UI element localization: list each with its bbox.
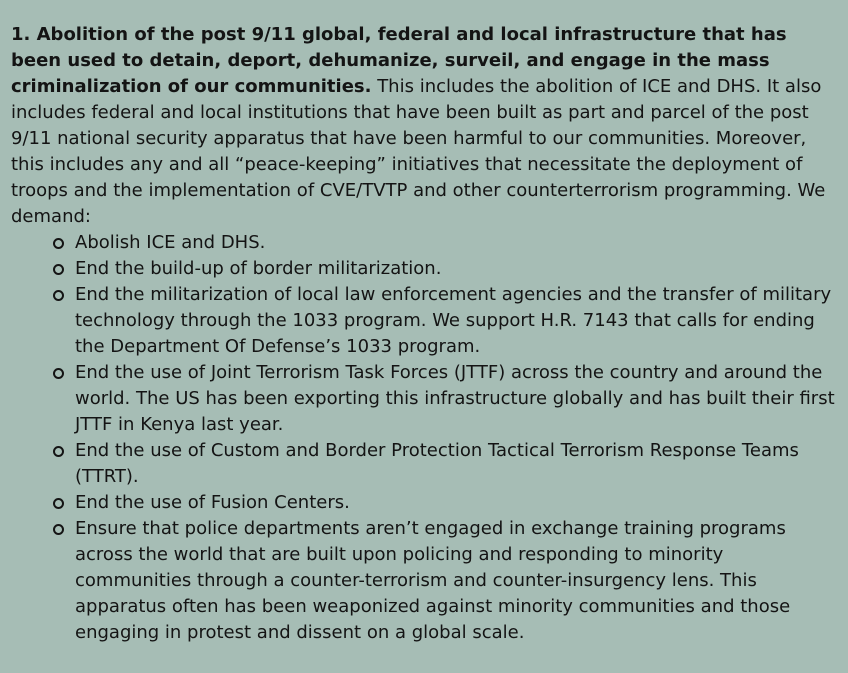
section-heading: 1. Abolition of the post 9/11 global, federal and local infrastructure that has been used to detain, deport, dehumanize, surveil, and engage in the mass criminalization of our communities.: [11, 24, 787, 97]
circle-bullet-icon: [53, 446, 64, 457]
demand-item: [75, 360, 840, 438]
demand-text: Ensure that police departments aren’t engaged in exchange training programs across the world that are built upon policing and responding to minority communities through a counter-terrorism and counter-insurgency lens. This apparatus often has been weaponized against minority communities and those engaging in protest and dissent on a global scale.: [75, 518, 791, 643]
demand-text: End the build-up of border militarization.: [75, 258, 442, 279]
demand-list: [11, 230, 840, 646]
circle-bullet-icon: [53, 524, 64, 535]
demand-text: Abolish ICE and DHS.: [75, 232, 266, 253]
demand-text: End the use of Joint Terrorism Task Forces (JTTF) across the country and around the world. The US has been exporting this infrastructure globally and has built their first JTTF in Kenya last year.: [75, 362, 835, 435]
demand-text: End the militarization of local law enforcement agencies and the transfer of military technology through the 1033 program. We support H.R. 7143 that calls for ending the Department Of Defense’s 1033 program.: [75, 284, 832, 357]
circle-bullet-icon: [53, 290, 64, 301]
demand-item: [75, 490, 840, 516]
demand-item: [75, 438, 840, 490]
circle-bullet-icon: [53, 264, 64, 275]
demand-item: [75, 282, 840, 360]
circle-bullet-icon: [53, 498, 64, 509]
demand-item: [75, 516, 840, 646]
demand-item: [75, 230, 840, 256]
demand-text: End the use of Custom and Border Protection Tactical Terrorism Response Teams (TTRT).: [75, 440, 799, 487]
circle-bullet-icon: [53, 368, 64, 379]
circle-bullet-icon: [53, 238, 64, 249]
section-body: This includes the abolition of ICE and DHS. It also includes federal and local institutions that have been built as part and parcel of the post 9/11 national security apparatus that have been harmful to our communities. Moreover, this includes any and all “peace-keeping” initiatives that necessitate the deployment of troops and the implementation of CVE/TVTP and other counterterrorism programming. We demand:: [11, 76, 826, 227]
demand-item: [75, 256, 840, 282]
intro-paragraph: [11, 22, 840, 230]
demand-text: End the use of Fusion Centers.: [75, 492, 350, 513]
